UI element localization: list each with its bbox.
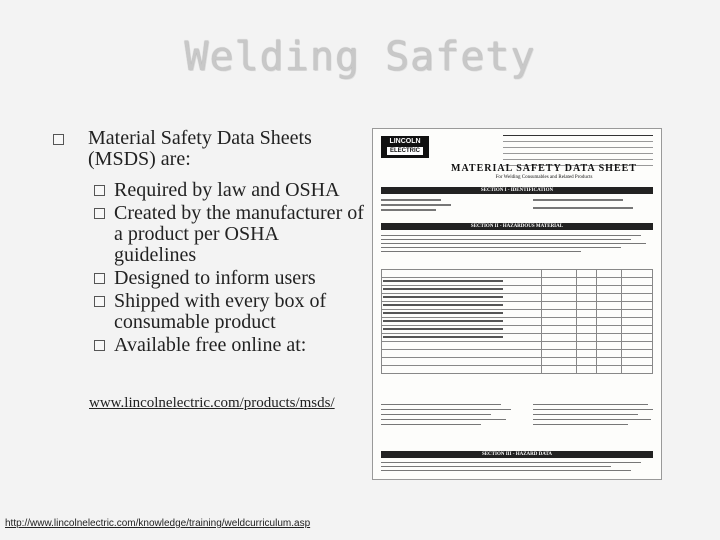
logo-bottom-text: ELECTRIC (387, 147, 423, 155)
main-bullet-icon (53, 134, 64, 145)
list-item-text: Created by the manufacturer of a product per OSHA guidelines (114, 202, 364, 266)
msds-link[interactable]: www.lincolnelectric.com/products/msds/ (89, 395, 335, 411)
lincoln-logo (381, 136, 429, 158)
bullet-icon (94, 273, 105, 284)
list-item-text: Required by law and OSHA (114, 179, 340, 201)
slide-title: Welding Safety (184, 34, 536, 80)
bullet-icon (94, 208, 105, 219)
footer-link[interactable]: http://www.lincolnelectric.com/knowledge/training/weldcurriculum.asp (5, 518, 311, 529)
hazard-table (381, 269, 653, 374)
document-meta-table (503, 135, 653, 166)
main-point: Material Safety Data Sheets (MSDS) are: (88, 127, 312, 170)
list-item (94, 180, 364, 201)
section-3-header: SECTION III - HAZARD DATA (381, 451, 653, 458)
list-item (94, 268, 364, 289)
list-item-text: Shipped with every box of consumable product (114, 290, 327, 333)
list-item (94, 203, 364, 266)
list-item (94, 335, 364, 356)
list-item (94, 291, 364, 333)
list-item-text: Designed to inform users (114, 267, 316, 289)
document-title: MATERIAL SAFETY DATA SHEET (451, 163, 637, 174)
section-1-header: SECTION I - IDENTIFICATION (381, 187, 653, 194)
bullet-icon (94, 296, 105, 307)
msds-document-image (372, 128, 662, 480)
section-2-header: SECTION II - HAZARDOUS MATERIAL (381, 223, 653, 230)
sub-points-list (94, 180, 364, 358)
list-item-text: Available free online at: (114, 334, 307, 356)
bullet-icon (94, 185, 105, 196)
logo-top-text: LINCOLN (389, 138, 421, 145)
document-subtitle: For Welding Consumables and Related Products (495, 175, 593, 180)
bullet-icon (94, 340, 105, 351)
